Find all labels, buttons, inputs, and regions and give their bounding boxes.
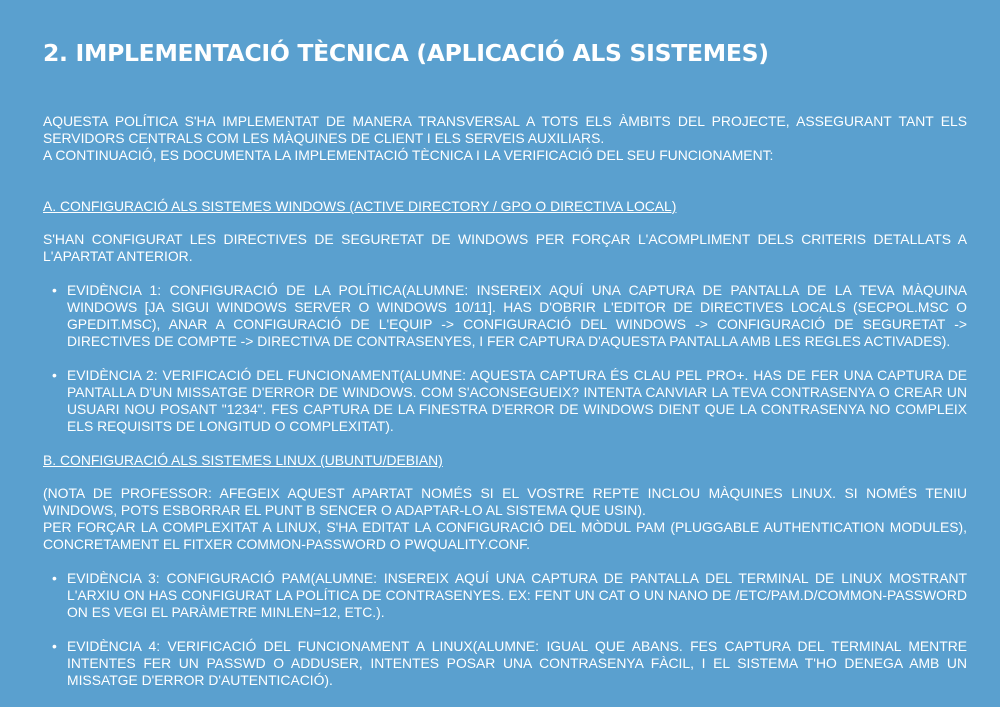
list-item <box>52 367 967 435</box>
section-b-intro <box>43 485 967 553</box>
evidence-1-text: EVIDÈNCIA 1: CONFIGURACIÓ DE LA POLÍTICA(ALUMNE: INSEREIX AQUÍ UNA CAPTURA DE PANTALLA DE LA TEVA MÀQUINA WINDOWS [JA SIGUI WINDOWS SERVER O WINDOWS 10/11]. HAS D'OBRIR L'EDITOR DE DIRECTIVES LOCALS (SECPOL.MSC O GPEDIT.MSC), ANAR A CONFIGURACIÓ DE L'EQUIP -> CONFIGURACIÓ DEL WINDOWS -> CONFIGURACIÓ DE SEGURETAT -> DIRECTIVES DE COMPTE -> DIRECTIVA DE CONTRASENYES, I FER CAPTURA D'AQUESTA PANTALLA AMB LES REGLES ACTIVADES). <box>67 282 967 349</box>
bullet-icon: • <box>52 282 57 298</box>
evidence-2-text: EVIDÈNCIA 2: VERIFICACIÓ DEL FUNCIONAMENT(ALUMNE: AQUESTA CAPTURA ÉS CLAU PEL PRO+. HAS DE FER UNA CAPTURA DE PANTALLA D'UN MISSATGE D'ERROR DE WINDOWS. COM S'ACONSEGUEIX? INTENTA CANVIAR LA TEVA CONTRASENYA O CREAR UN USUARI NOU POSANT "1234". FES CAPTURA DE LA FINESTRA D'ERROR DE WINDOWS DIENT QUE LA CONTRASENYA NO COMPLEIX ELS REQUISITS DE LONGITUD O COMPLEXITAT). <box>67 367 967 434</box>
list-item <box>52 570 967 621</box>
evidence-4-text: EVIDÈNCIA 4: VERIFICACIÓ DEL FUNCIONAMENT A LINUX(ALUMNE: IGUAL QUE ABANS. FES CAPTURA DEL TERMINAL MENTRE INTENTES FER UN PASSWD O ADDUSER, INTENTES POSAR UNA CONTRASENYA FÀCIL, I EL SISTEMA T'HO DENEGA AMB UN MISSATGE D'ERROR D'AUTENTICACIÓ). <box>67 638 967 688</box>
section-a-description: S'HAN CONFIGURAT LES DIRECTIVES DE SEGURETAT DE WINDOWS PER FORÇAR L'ACOMPLIMENT DELS CRITERIS DETALLATS A L'APARTAT ANTERIOR. <box>43 231 967 264</box>
bullet-icon: • <box>52 570 57 586</box>
section-a-heading-link[interactable]: A. CONFIGURACIÓ ALS SISTEMES WINDOWS (ACTIVE DIRECTORY / GPO O DIRECTIVA LOCAL) <box>43 198 677 214</box>
section-b-description: PER FORÇAR LA COMPLEXITAT A LINUX, S'HA EDITAT LA CONFIGURACIÓ DEL MÒDUL PAM (PLUGGABLE AUTHENTICATION MODULES), CONCRETAMENT EL FITXER COMMON-PASSWORD O PWQUALITY.CONF. <box>43 519 967 552</box>
section-b-evidence-list <box>43 570 967 689</box>
list-item <box>52 282 967 350</box>
bullet-icon: • <box>52 367 57 383</box>
evidence-3-text: EVIDÈNCIA 3: CONFIGURACIÓ PAM(ALUMNE: INSEREIX AQUÍ UNA CAPTURA DE PANTALLA DEL TERMINAL DE LINUX MOSTRANT L'ARXIU ON HAS CONFIGURAT LA POLÍTICA DE CONTRASENYES. EX: FENT UN CAT O UN NANO DE /ETC/PAM.D/COMMON-PASSWORD ON ES VEGI EL PARÀMETRE MINLEN=12, ETC.). <box>67 570 967 620</box>
section-b-heading-link[interactable]: B. CONFIGURACIÓ ALS SISTEMES LINUX (UBUNTU/DEBIAN) <box>43 452 443 468</box>
intro-line-2: A CONTINUACIÓ, ES DOCUMENTA LA IMPLEMENTACIÓ TÈCNICA I LA VERIFICACIÓ DEL SEU FUNCIONAMENT: <box>43 147 774 163</box>
bullet-icon: • <box>52 638 57 654</box>
section-a-evidence-list <box>43 282 967 435</box>
intro-paragraph <box>43 113 967 164</box>
list-item <box>52 638 967 689</box>
section-b-note: (NOTA DE PROFESSOR: AFEGEIX AQUEST APARTAT NOMÉS SI EL VOSTRE REPTE INCLOU MÀQUINES LINUX. SI NOMÉS TENIU WINDOWS, POTS ESBORRAR EL PUNT B SENCER O ADAPTAR-LO AL SISTEMA QUE USIN). <box>43 485 967 518</box>
page-title: 2. IMPLEMENTACIÓ TÈCNICA (APLICACIÓ ALS SISTEMES) <box>43 39 769 67</box>
intro-line-1: AQUESTA POLÍTICA S'HA IMPLEMENTAT DE MANERA TRANSVERSAL A TOTS ELS ÀMBITS DEL PROJECTE, ASSEGURANT TANT ELS SERVIDORS CENTRALS COM LES MÀQUINES DE CLIENT I ELS SERVEIS AUXILIARS. <box>43 113 967 146</box>
